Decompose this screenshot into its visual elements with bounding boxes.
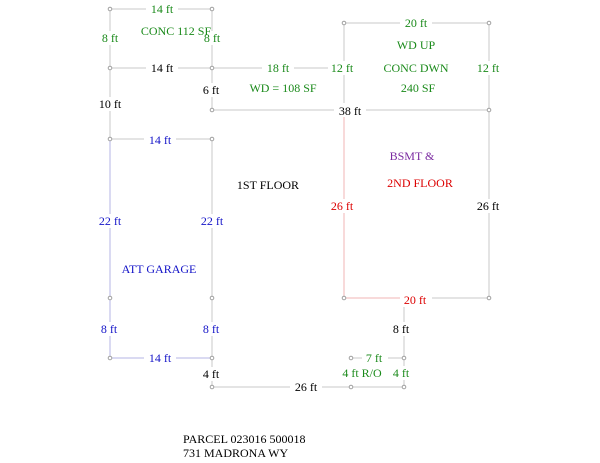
ro-label: 4 ft R/O	[342, 366, 382, 380]
bsmt-bottom-dim: 20 ft	[403, 293, 427, 307]
garage-top-dim: 14 ft	[148, 133, 172, 147]
vertex-dot	[210, 66, 214, 70]
bsmt-lower-right-dim: 8 ft	[392, 322, 410, 336]
vertex-dot	[342, 21, 346, 25]
garage-label: ATT GARAGE	[121, 262, 197, 276]
house-left-dim: 10 ft	[98, 97, 122, 111]
vertex-dot	[108, 356, 112, 360]
vertex-dot	[342, 296, 346, 300]
vertex-dot	[108, 7, 112, 11]
garage-bottom-dim: 14 ft	[148, 351, 172, 365]
parcel-address: 731 MADRONA WY	[183, 446, 289, 460]
deck-top-dim: 18 ft	[266, 61, 290, 75]
vertex-dot	[402, 356, 406, 360]
wd-up-line1: WD UP	[396, 38, 436, 52]
ro-top-dim: 7 ft	[365, 351, 383, 365]
vertex-dot	[108, 66, 112, 70]
conc-slab-top-dim: 14 ft	[150, 2, 174, 16]
vertex-dot	[210, 137, 214, 141]
conc-slab-bottom-dim: 14 ft	[150, 61, 174, 75]
labels	[99, 2, 500, 394]
bsmt-line2: 2ND FLOOR	[387, 176, 453, 190]
vertex-dot	[402, 385, 406, 389]
vertex-dot	[210, 7, 214, 11]
vertex-dot	[487, 21, 491, 25]
deck-left-dim: 6 ft	[202, 83, 220, 97]
vertex-dot	[487, 108, 491, 112]
deck-label: WD = 108 SF	[249, 81, 317, 95]
wd-up-line3: 240 SF	[400, 81, 436, 95]
wall-38ft-dim: 38 ft	[338, 104, 362, 118]
step-dim: 4 ft	[202, 367, 220, 381]
wd-up-top-dim: 20 ft	[404, 16, 428, 30]
parcel-number: PARCEL 023016 500018	[183, 432, 306, 446]
vertex-dot	[210, 296, 214, 300]
conc-slab-left-dim: 8 ft	[101, 31, 119, 45]
ro-right-dim: 4 ft	[392, 366, 410, 380]
garage-left-dim: 22 ft	[98, 214, 122, 228]
wd-up-left-dim: 12 ft	[330, 61, 354, 75]
bsmt-line1: BSMT &	[389, 149, 435, 163]
wd-up-line2: CONC DWN	[383, 61, 449, 75]
bsmt-right-dim: 26 ft	[476, 199, 500, 213]
garage-right-dim: 22 ft	[200, 214, 224, 228]
garage-lower-right-dim: 8 ft	[202, 322, 220, 336]
bsmt-left-dim: 26 ft	[330, 199, 354, 213]
vertex-dot	[349, 385, 353, 389]
vertex-dot	[210, 356, 214, 360]
conc-slab-label: CONC 112 SF	[140, 24, 212, 38]
wd-up-right-dim: 12 ft	[476, 61, 500, 75]
house-label: 1ST FLOOR	[236, 178, 300, 192]
vertex-dot	[210, 385, 214, 389]
vertex-dot	[210, 108, 214, 112]
vertex-dot	[108, 296, 112, 300]
bottom-wall-dim: 26 ft	[294, 380, 318, 394]
vertex-dot	[108, 137, 112, 141]
vertex-dot	[349, 356, 353, 360]
vertex-dot	[487, 296, 491, 300]
conc-slab-right-dim: 8 ft	[203, 31, 221, 45]
garage-lower-left-dim: 8 ft	[100, 322, 118, 336]
